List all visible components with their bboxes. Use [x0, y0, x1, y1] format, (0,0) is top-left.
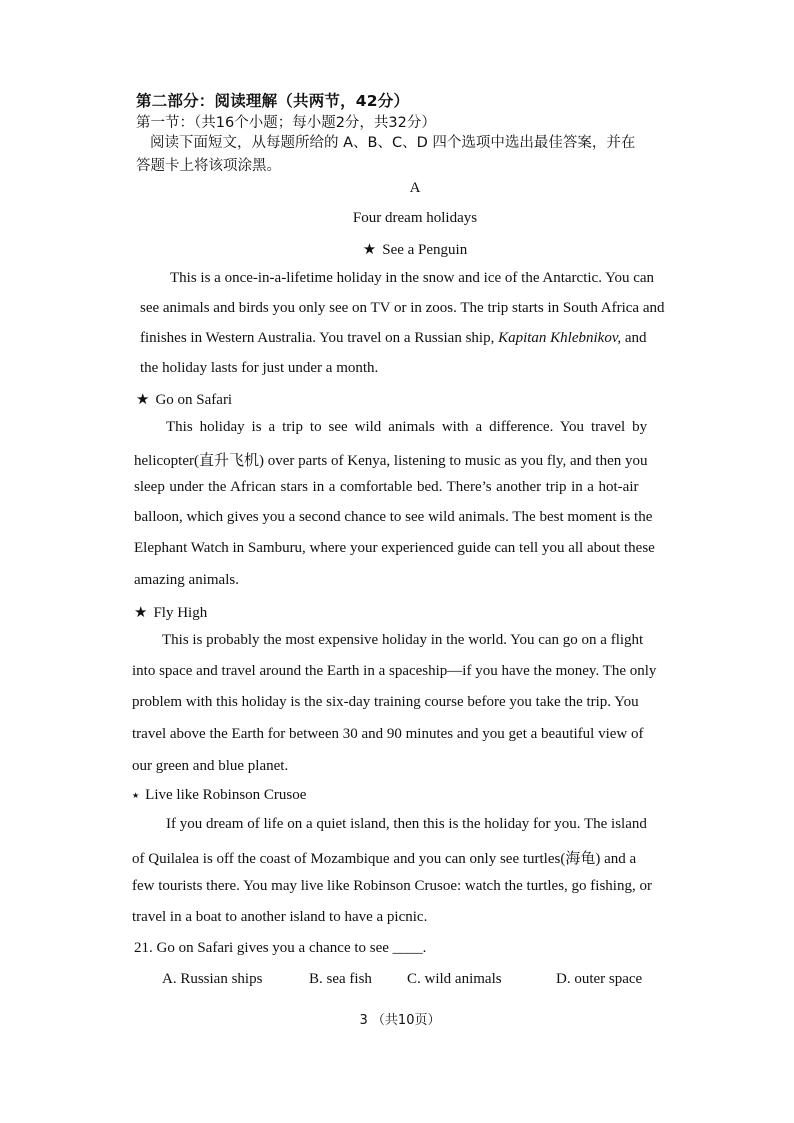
star-icon: ★ — [134, 605, 148, 621]
paragraph-text: and — [621, 330, 647, 346]
option-b[interactable]: B. sea fish — [309, 971, 372, 987]
paragraph-line: of Quilalea is off the coast of Mozambique and you can only see turtles(海龟) and a — [132, 851, 637, 867]
paragraph-line: problem with this holiday is the six-day training course before you take the trip. You — [132, 694, 639, 710]
paragraph-line: sleep under the African stars in a comfortable bed. There’s another trip in a hot-air — [134, 479, 639, 495]
paragraph-text: finishes in Western Australia. You travel on a Russian ship, — [140, 330, 499, 346]
paragraph-line — [140, 330, 647, 347]
paragraph-line: into space and travel around the Earth in a spaceship—if you have the money. The only — [132, 663, 657, 679]
paragraph-line: helicopter(直升飞机) over parts of Kenya, listening to music as you fly, and then you — [134, 453, 648, 469]
option-c[interactable]: C. wild animals — [407, 971, 502, 987]
option-a[interactable]: A. Russian ships — [162, 971, 263, 987]
paragraph-line: If you dream of life on a quiet island, then this is the holiday for you. The island — [166, 816, 647, 832]
section-heading-label: Go on Safari — [155, 392, 233, 408]
passage-title: Four dream holidays — [352, 210, 478, 226]
paragraph-line: This holiday is a trip to see wild animals with a difference. You travel by — [166, 419, 648, 435]
star-icon: ★ — [362, 242, 377, 258]
section-heading-robinson-crusoe — [132, 787, 306, 804]
paragraph-line: amazing animals. — [134, 572, 239, 588]
paragraph-line: Elephant Watch in Samburu, where your experienced guide can tell you all about these — [134, 540, 655, 556]
paragraph-line: This is a once-in-a-lifetime holiday in the snow and ice of the Antarctic. You can — [170, 270, 655, 286]
section-heading-fly-high — [134, 603, 207, 622]
section-heading-label: Live like Robinson Crusoe — [145, 787, 307, 803]
paragraph-line: travel above the Earth for between 30 and 90 minutes and you get a beautiful view of — [132, 726, 644, 742]
section-heading-penguin — [0, 240, 794, 259]
part-title: 第二部分：阅读理解（共两节，42分） — [136, 92, 410, 110]
passage-letter: A — [409, 180, 421, 196]
instruction-line-1: 阅读下面短文，从每题所给的 A、B、C、D 四个选项中选出最佳答案，并在 — [150, 135, 636, 151]
paragraph-line: travel in a boat to another island to have a picnic. — [132, 909, 428, 925]
paragraph-line: see animals and birds you only see on TV or in zoos. The trip starts in South Africa and — [140, 300, 665, 316]
star-icon: ★ — [136, 392, 150, 408]
option-d[interactable]: D. outer space — [556, 971, 643, 987]
section-heading-label: See a Penguin — [382, 242, 468, 258]
section-heading-label: Fly High — [153, 605, 208, 621]
section-title: 第一节：（共16个小题；每小题2分，共32分） — [136, 115, 436, 131]
section-heading-safari — [136, 390, 232, 409]
star-icon: ★ — [132, 791, 140, 801]
ship-name: Kapitan Khlebnikov, — [498, 330, 622, 346]
paragraph-line: balloon, which gives you a second chance to see wild animals. The best moment is the — [134, 509, 653, 525]
paragraph-line: This is probably the most expensive holiday in the world. You can go on a flight — [162, 632, 644, 648]
paragraph-line: our green and blue planet. — [132, 758, 289, 774]
paragraph-line: the holiday lasts for just under a month. — [140, 360, 379, 376]
question-stem: 21. Go on Safari gives you a chance to see ____. — [134, 940, 427, 956]
instruction-line-2: 答题卡上将该项涂黑。 — [136, 158, 281, 174]
paragraph-line: few tourists there. You may live like Robinson Crusoe: watch the turtles, go fishing, or — [132, 878, 652, 894]
page-number: 3 （共10页） — [359, 1013, 441, 1028]
